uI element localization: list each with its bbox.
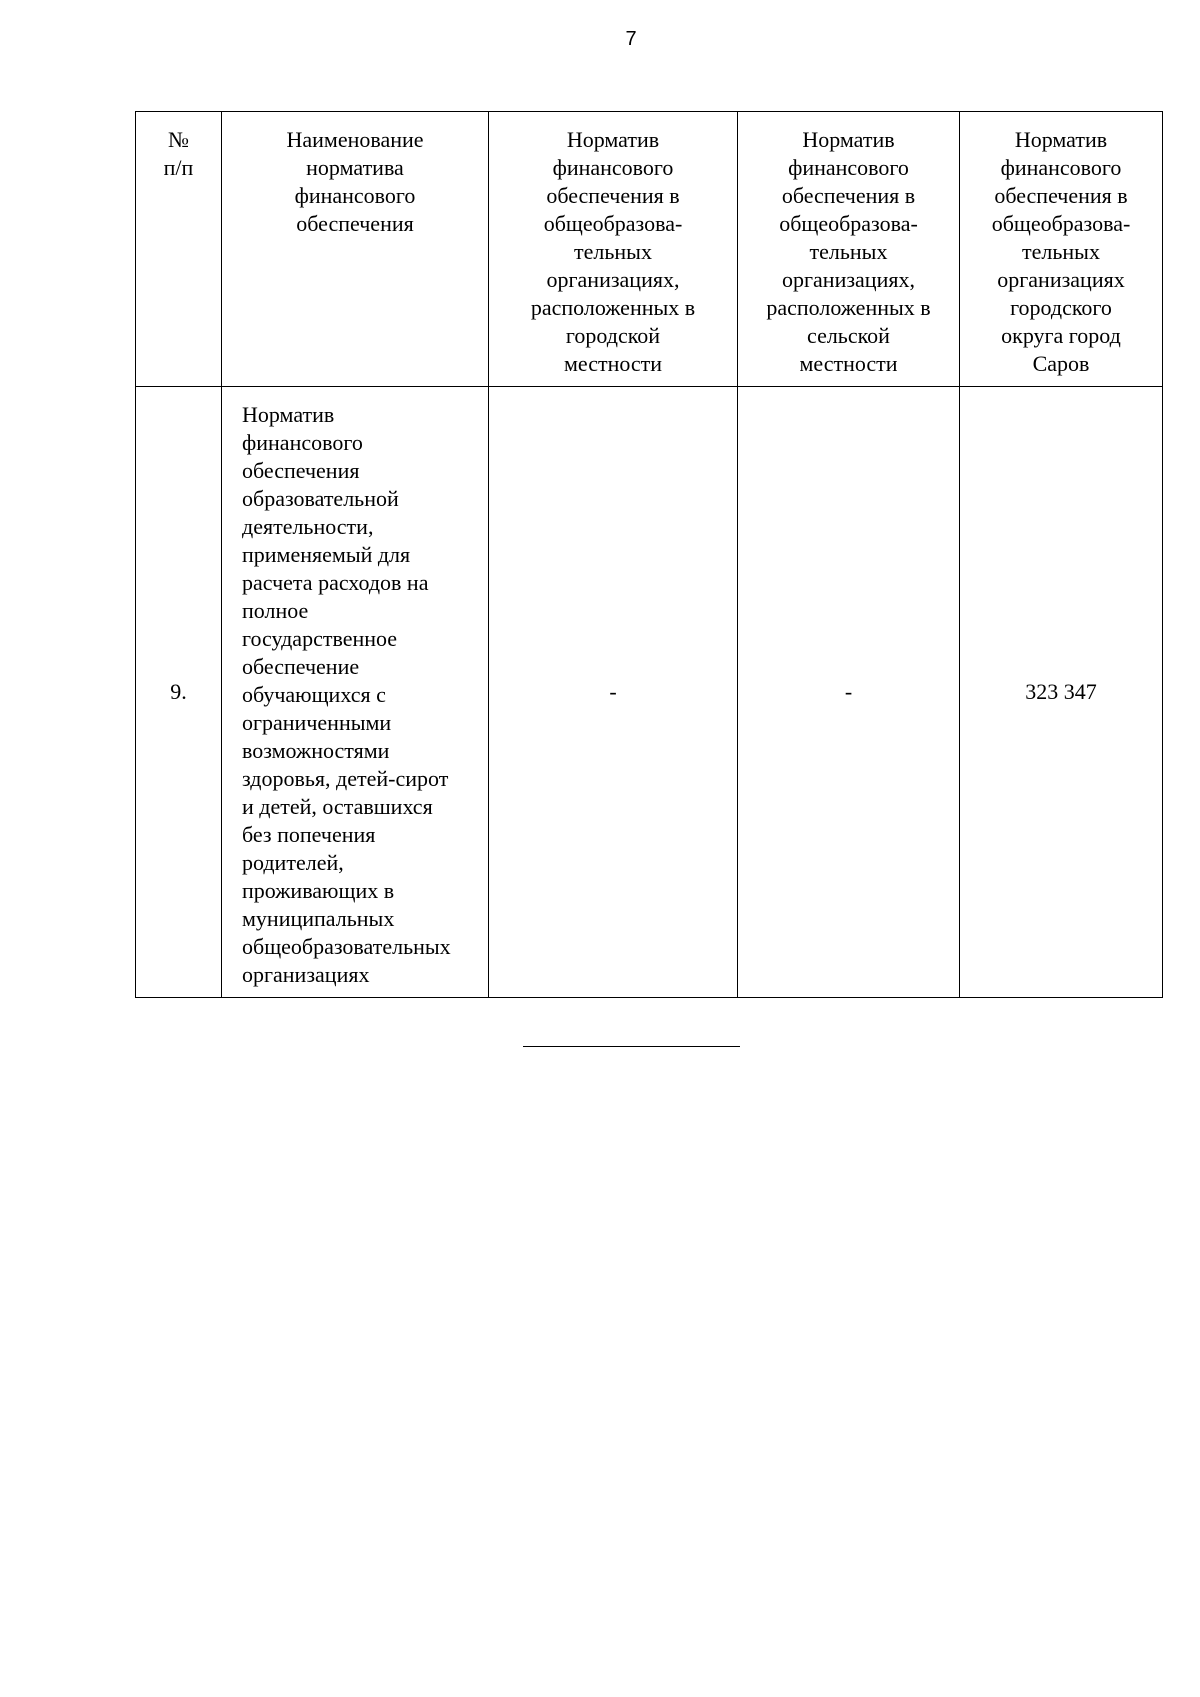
row-number: 9. (136, 387, 222, 998)
row-name: Норматив финансового обеспечения образовательной деятельности, применяемый для расчета расходов на полное государственное обеспечение обучающихся с ограниченными возможностями здоровья, детей-сирот и детей, оставшихся без попечения родителей, проживающих в муниципальных общеобразовательных организациях (222, 387, 489, 998)
table-body (136, 387, 1163, 998)
financing-norms-table (135, 111, 1163, 998)
end-separator-line (523, 1046, 740, 1047)
page-number: 7 (625, 28, 637, 50)
header-row (136, 112, 1163, 387)
row-sarov-value: 323 347 (960, 387, 1163, 998)
table-row (136, 387, 1163, 998)
header-name: Наименование норматива финансового обеспечения (222, 112, 489, 387)
row-urban-value: - (489, 387, 738, 998)
header-sarov: Норматив финансового обеспечения в общеобразова- тельных организациях городского округа город Саров (960, 112, 1163, 387)
row-rural-value: - (738, 387, 960, 998)
header-number: № п/п (136, 112, 222, 387)
header-urban: Норматив финансового обеспечения в общеобразова- тельных организациях, расположенных в городской местности (489, 112, 738, 387)
header-rural: Норматив финансового обеспечения в общеобразова- тельных организациях, расположенных в сельской местности (738, 112, 960, 387)
table-header (136, 112, 1163, 387)
